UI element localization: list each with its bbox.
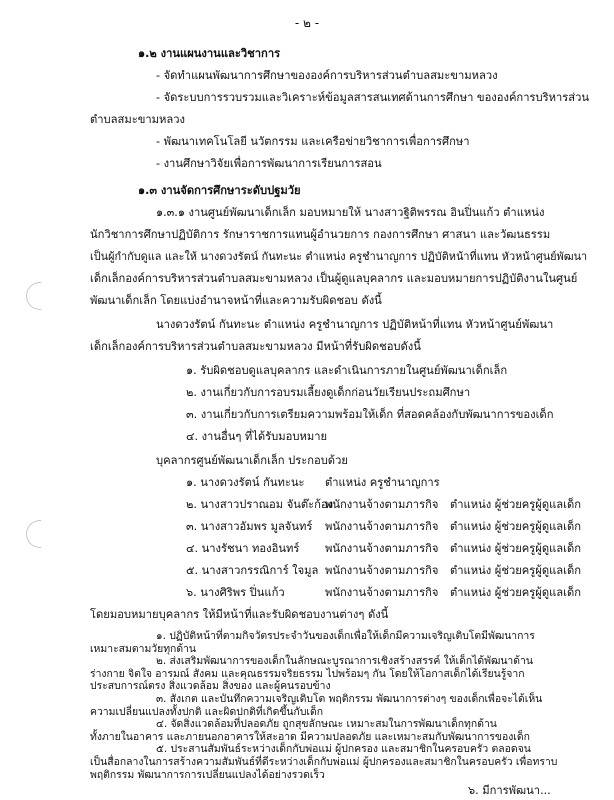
staff-role: พนักงานจ้างตามภารกิจ bbox=[325, 520, 439, 533]
paragraph-line: เด็กเล็กองค์การบริหารส่วนตำบลสมะขามหลวง มีหน้าที่รับผิดชอบดังนี้ bbox=[90, 340, 421, 353]
staff-name: ๔. นางรัชนา ทองอินทร์ bbox=[186, 542, 300, 555]
paragraph-line: ๑.๓.๑ งานศูนย์พัฒนาเด็กเล็ก มอบหมายให้ นางสาวฐิติพรรณ อินปิ่นแก้ว ตำแหน่ง bbox=[156, 206, 545, 219]
staff-role: พนักงานจ้างตามภารกิจ bbox=[325, 564, 439, 577]
task-line: ทั้งภายในอาคาร และภายนอกอาคารให้สะอาด มีความปลอดภัย และเหมาะสมกับพัฒนาการของเด็ก bbox=[90, 730, 530, 743]
staff-position: ตำแหน่ง ผู้ช่วยครูผู้ดูแลเด็ก bbox=[450, 564, 582, 577]
task-line: เป็นสื่อกลางในการสร้างความสัมพันธ์ที่ดีระหว่างเด็กกับพ่อแม่ ผู้ปกครองและสมาชิกในครอบครัว เพื่อทราบ bbox=[90, 756, 558, 768]
task-line: ๔. จัดสิ่งแวดล้อมที่ปลอดภัย ถูกสุขลักษณะ เหมาะสมในการพัฒนาเด็กทุกด้าน bbox=[156, 718, 497, 731]
duty-item: ๓. งานเกี่ยวกับการเตรียมความพร้อมให้เด็ก ที่สอดคล้องกับพัฒนาการของเด็ก bbox=[186, 408, 554, 421]
page-number: - ๒ - bbox=[294, 16, 320, 30]
punch-hole-mark bbox=[26, 282, 41, 310]
list-item: - พัฒนาเทคโนโลยี นวัตกรรม และเครือข่ายวิชาการเพื่อการศึกษา bbox=[156, 135, 470, 148]
staff-position: ตำแหน่ง ผู้ช่วยครูผู้ดูแลเด็ก bbox=[450, 542, 582, 555]
paragraph-line: เด็กเล็กองค์การบริหารส่วนตำบลสมะขามหลวง เป็นผู้ดูแลบุคลากร และมอบหมายการปฏิบัติงานในศูนย์ bbox=[90, 272, 578, 285]
list-item: - งานศึกษาวิจัยเพื่อการพัฒนาการเรียนการสอน bbox=[156, 157, 382, 170]
staff-role: พนักงานจ้างตามภารกิจ bbox=[325, 542, 439, 555]
staff-name: ๖. นางศิริพร ปิ่นแก้ว bbox=[186, 586, 285, 599]
list-item: - จัดทำแผนพัฒนาการศึกษาขององค์การบริหารส่วนตำบลสมะขามหลวง bbox=[156, 69, 498, 82]
task-line: ความเปลี่ยนแปลงทั้งปกติ และผิดปกติที่เกิดขึ้นกับเด็ก bbox=[90, 705, 324, 718]
list-item: - จัดระบบการรวบรวมและวิเคราะห์ข้อมูลสารสนเทศด้านการศึกษา ขององค์การบริหารส่วน bbox=[156, 91, 590, 104]
staff-position: ตำแหน่ง ผู้ช่วยครูผู้ดูแลเด็ก bbox=[450, 520, 582, 533]
staff-name: ๒. นางสาวปราณอม จันต๊ะก้อง bbox=[186, 498, 334, 511]
task-line: เหมาะสมตามวัยทุกด้าน bbox=[90, 642, 197, 655]
paragraph-line: บุคลากรศูนย์พัฒนาเด็กเล็ก ประกอบด้วย bbox=[156, 454, 348, 467]
task-line: ร่างกาย จิตใจ อารมณ์ สังคม และคุณธรรมจริยธรรม ไปพร้อมๆ กัน โดยให้โอกาสเด็กได้เรียนรู้จาก bbox=[90, 667, 525, 680]
list-item: ตำบลสมะขามหลวง bbox=[90, 113, 185, 126]
staff-position: ตำแหน่ง ผู้ช่วยครูผู้ดูแลเด็ก bbox=[450, 586, 582, 599]
task-line: ๑. ปฏิบัติหน้าที่ตามกิจวัตรประจำวันของเด็กเพื่อให้เด็กมีความเจริญเติบโตมีพัฒนาการ bbox=[156, 630, 535, 642]
section-heading: ๑.๓ งานจัดการศึกษาระดับปฐมวัย bbox=[138, 184, 301, 197]
task-line: ๕. ประสานสัมพันธ์ระหว่างเด็กกับพ่อแม่ ผู้ปกครอง และสมาชิกในครอบครัว ตลอดจน bbox=[156, 743, 531, 756]
staff-role: ตำแหน่ง ครูชำนาญการ bbox=[325, 476, 440, 489]
staff-position: ตำแหน่ง ผู้ช่วยครูผู้ดูแลเด็ก bbox=[450, 498, 582, 511]
staff-name: ๑. นางดวงรัตน์ กันทะนะ bbox=[186, 476, 305, 489]
staff-role: พนักงานจ้างตามภารกิจ bbox=[325, 586, 439, 599]
paragraph-line: เป็นผู้กำกับดูแล และให้ นางดวงรัตน์ กันทะนะ ตำแหน่ง ครูชำนาญการ ปฏิบัติหน้าที่แทน หัวหน้าศูนย์พัฒนา bbox=[90, 250, 588, 263]
duty-item: ๑. รับผิดชอบดูแลบุคลากร และดำเนินการภายในศูนย์พัฒนาเด็กเล็ก bbox=[186, 364, 508, 377]
duty-item: ๒. งานเกี่ยวกับการอบรมเลี้ยงดูเด็กก่อนวัยเรียนประถมศึกษา bbox=[186, 386, 471, 399]
staff-name: ๕. นางสาวกรรณิการ์ ใจมูล bbox=[186, 564, 319, 577]
section-heading: ๑.๒ งานแผนงานและวิชาการ bbox=[138, 47, 281, 60]
staff-name: ๓. นางสาวอัมพร มูลจันทร์ bbox=[186, 520, 313, 533]
task-line: พฤติกรรม พัฒนาการการเปลี่ยนแปลงได้อย่างรวดเร็ว bbox=[90, 768, 325, 781]
paragraph-line: โดยมอบหมายบุคลากร ให้มีหน้าที่และรับผิดชอบงานต่างๆ ดังนี้ bbox=[90, 608, 389, 621]
staff-role: พนักงานจ้างตามภารกิจ bbox=[325, 498, 439, 511]
continuation-marker: ๖. มีการพัฒนา... bbox=[468, 784, 551, 797]
task-line: ๒. ส่งเสริมพัฒนาการของเด็กในลักษณะบูรณาการเชิงสร้างสรรค์ ให้เด็กได้พัฒนาด้าน bbox=[156, 655, 533, 668]
paragraph-line: นักวิชาการศึกษาปฏิบัติการ รักษาราชการแทนผู้อำนวยการ กองการศึกษา ศาสนา และวัฒนธรรม bbox=[90, 228, 551, 241]
punch-hole-mark bbox=[26, 520, 41, 548]
task-line: ประสบการณ์ตรง สิ่งแวดล้อม สิ่งของ และผู้คนรอบข้าง bbox=[90, 680, 331, 693]
paragraph-line: พัฒนาเด็กเล็ก โดยแบ่งอำนาจหน้าที่และความรับผิดชอบ ดังนี้ bbox=[90, 294, 382, 307]
task-line: ๓. สังเกต และบันทึกความเจริญเติบโต พฤติกรรม พัฒนาการต่างๆ ของเด็กเพื่อจะได้เห็น bbox=[156, 693, 543, 705]
paragraph-line: นางดวงรัตน์ กันทะนะ ตำแหน่ง ครูชำนาญการ ปฏิบัติหน้าที่แทน หัวหน้าศูนย์พัฒนา bbox=[156, 318, 554, 331]
duty-item: ๔. งานอื่นๆ ที่ได้รับมอบหมาย bbox=[186, 430, 328, 443]
